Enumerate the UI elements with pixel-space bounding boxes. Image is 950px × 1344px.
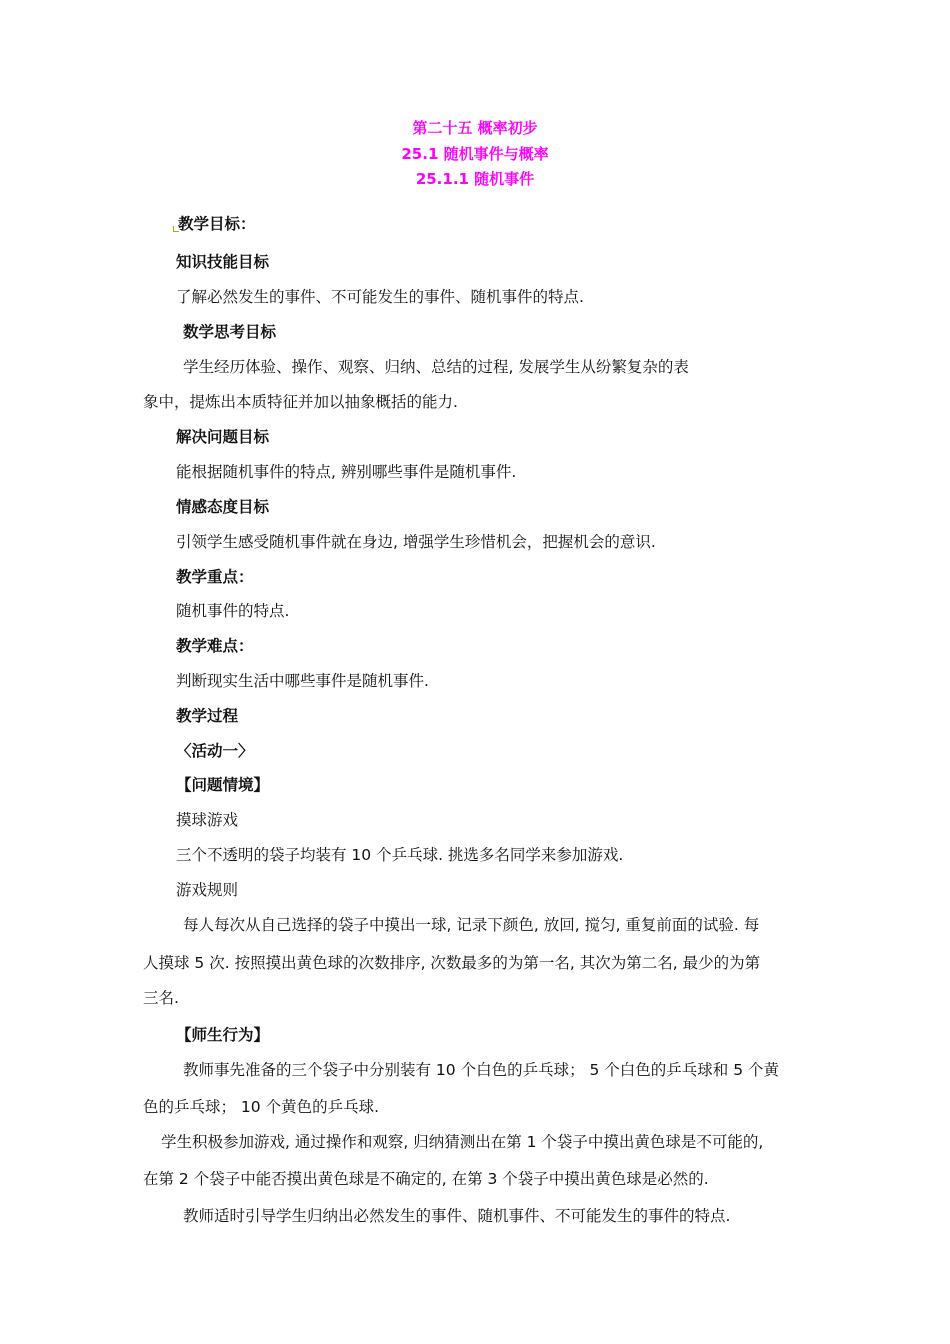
paragraph-text: 能根据随机事件的特点, 辨别哪些事件是随机事件.	[176, 463, 517, 481]
paragraph-text: 教师事先准备的三个袋子中分别装有 10 个白色的乒乓球； 5 个白色的乒乓球和 5 个黄	[183, 1061, 780, 1079]
paragraph-text: 色的乒乓球； 10 个黄色的乒乓球.	[143, 1098, 380, 1116]
heading-activity-one: 〈活动一〉	[176, 742, 254, 760]
paragraph-text: 人摸球 5 次. 按照摸出黄色球的次数排序, 次数最多的为第一名, 其次为第二名, 最少的为第	[143, 954, 761, 972]
paragraph-text: 象中，提炼出本质特征并加以抽象概括的能力.	[143, 393, 458, 411]
paragraph-text: 三名.	[143, 989, 179, 1007]
heading-key-point: 教学重点：	[176, 568, 254, 586]
paragraph-text: 每人每次从自己选择的袋子中摸出一球, 记录下颜色, 放回, 搅匀, 重复前面的试验. 每	[183, 916, 760, 934]
paragraph-text: 三个不透明的袋子均装有 10 个乒乓球. 挑选多名同学来参加游戏.	[176, 846, 624, 864]
heading-difficulty: 教学难点：	[176, 637, 254, 655]
heading-thinking-goal: 数学思考目标	[183, 323, 277, 341]
paragraph-text: 摸球游戏	[176, 811, 239, 829]
heading-process: 教学过程	[176, 707, 239, 725]
heading-teacher-student: 【师生行为】	[176, 1026, 270, 1044]
heading-knowledge-goal: 知识技能目标	[176, 253, 270, 271]
paragraph-text: 游戏规则	[176, 881, 239, 899]
paragraph-text: 判断现实生活中哪些事件是随机事件.	[176, 672, 429, 690]
section-title: 25.1 随机事件与概率	[401, 145, 549, 163]
heading-problem-situation: 【问题情境】	[176, 776, 270, 794]
subsection-title: 25.1.1 随机事件	[415, 170, 535, 188]
paragraph-text: 引领学生感受随机事件就在身边, 增强学生珍惜机会，把握机会的意识.	[176, 533, 656, 551]
paragraph-text: 学生经历体验、操作、观察、归纳、总结的过程, 发展学生从纷繁复杂的表	[183, 358, 689, 376]
heading-problem-goal: 解决问题目标	[176, 428, 270, 446]
chapter-title: 第二十五 概率初步	[412, 119, 538, 137]
heading-attitude-goal: 情感态度目标	[176, 498, 270, 516]
paragraph-text: 教师适时引导学生归纳出必然发生的事件、随机事件、不可能发生的事件的特点.	[183, 1207, 731, 1225]
paragraph-text: 在第 2 个袋子中能否摸出黄色球是不确定的, 在第 3 个袋子中摸出黄色球是必然的.	[143, 1170, 709, 1188]
paragraph-text: 随机事件的特点.	[176, 602, 290, 620]
paragraph-text: 学生积极参加游戏, 通过操作和观察, 归纳猜测出在第 1 个袋子中摸出黄色球是不可能的,	[161, 1133, 764, 1151]
paragraph-text: 了解必然发生的事件、不可能发生的事件、随机事件的特点.	[176, 288, 584, 306]
heading-teaching-goals: 教学目标：	[178, 215, 256, 233]
